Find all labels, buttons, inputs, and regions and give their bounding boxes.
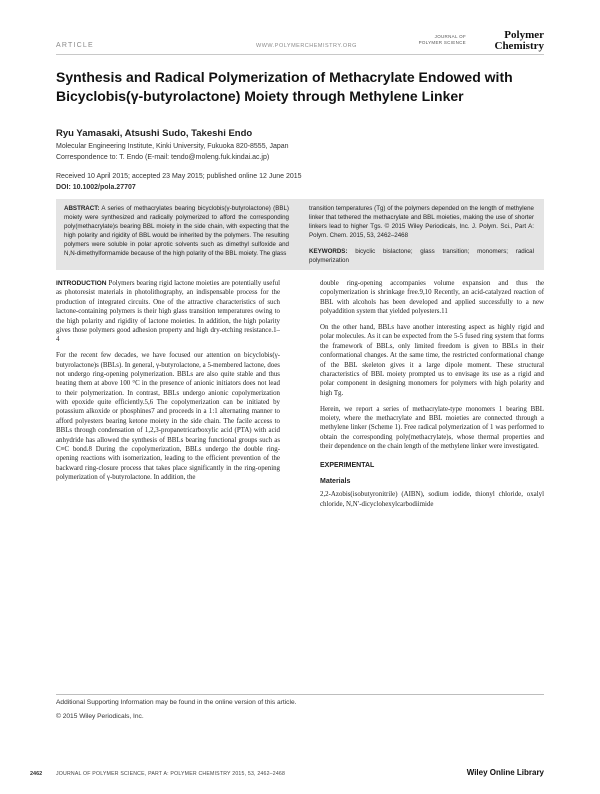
abstract-label: ABSTRACT:	[64, 205, 100, 212]
paragraph-4: On the other hand, BBLs have another interesting aspect as highly rigid and polar molecules. As it can be expected from the 5-5 fused ring system that forms the framework of BBLs, only limited freedom is given to BBLs in their conformational changes. At the same time, the restricted conformational change of the BBL skeleton gives it a large dipole moment. These structural characteristics of BBL moiety prompted us to envisage its use as a rigid and polar component in designing monomers for polymers with high polarity and high Tg.	[320, 324, 544, 397]
body-column-left	[56, 279, 280, 489]
paragraph-3: double ring-opening accompanies volume expansion and thus the copolymerization is shrinkage free.9,10 Recently, an acid-catalyzed reaction of BBL with alcohols has been developed and applied successfully to a new polyaddition system that yielded polyesters.11	[320, 280, 544, 316]
experimental-heading: EXPERIMENTAL	[320, 462, 375, 470]
abstract-column-left	[64, 205, 289, 258]
logo-small-line1: JOURNAL OF	[434, 34, 466, 39]
logo-small-text	[406, 34, 466, 46]
materials-heading: Materials	[320, 477, 351, 485]
paragraph-2: For the recent few decades, we have focused our attention on bicyclobis(γ-butyrolactone)s (BBLs). In general, γ-butyrolactone, a 5-membered lactone, does not undergo ring-opening polymerization. BBLs are also quite stable and thus heating them at above 100 °C in the presence of anionic initiators does not lead to their polymerization. In contrast, BBLs undergo anionic copolymerization with epoxide quite efficiently.5,6 The copolymerization can be initiated by potassium alkoxide or phosphines7 and proceeds in a 1:1 alternating manner to afford polyesters bearing ketone moiety in the side chain. The facile access to BBLs through condensation of 1,2,3-propanetricarboxylic acid (PTA) with acid anhydride has allowed the synthesis of BBLs bearing functional groups such as C≡C bond.8 During the copolymerization, BBLs undergo the double ring-opening reactions with isomerization, leading to the efficient prevention of the backward ring-closure process that takes place significantly in the ring-opening polymerization of γ-butyrolactone. In addition, the	[56, 352, 280, 481]
page-number: 2462	[30, 771, 43, 777]
copyright-note: © 2015 Wiley Periodicals, Inc.	[56, 713, 144, 720]
keywords	[309, 248, 534, 266]
running-footer: JOURNAL OF POLYMER SCIENCE, PART A: POLYMER CHEMISTRY 2015, 53, 2462–2468	[56, 771, 286, 777]
publication-history	[56, 172, 302, 193]
article-title: Synthesis and Radical Polymerization of Methacrylate Endowed with Bicyclobis(γ-butyrolactone) Moiety through Methylene Linker	[56, 69, 513, 104]
keywords-label: KEYWORDS:	[309, 247, 348, 255]
correspondence: Correspondence to: T. Endo (E-mail: tendo@moleng.fuk.kindai.ac.jp)	[56, 153, 270, 161]
doi-link[interactable]: DOI: 10.1002/pola.27707	[56, 183, 136, 191]
intro-heading: INTRODUCTION	[56, 280, 107, 287]
logo-big-line2: Chemistry	[494, 40, 544, 52]
logo-big-line1: Polymer	[504, 29, 544, 41]
journal-logo	[418, 29, 545, 52]
paragraph-5: Herein, we report a series of methacrylate-type monomers 1 bearing BBL moiety, where the methacrylate and BBL moieties are connected through a methylene linker (Scheme 1). Free radical polymerization of 1 was performed to obtain the corresponding poly(methacrylate)s, whose thermal properties and their dependence on the chain length of the methylene linker were investigated.	[320, 405, 544, 450]
affiliation: Molecular Engineering Institute, Kinki University, Fukuoka 820-8555, Japan	[56, 143, 289, 150]
supporting-info-note: Additional Supporting Information may be found in the online version of this article.	[56, 699, 297, 706]
journal-url[interactable]: WWW.POLYMERCHEMISTRY.ORG	[256, 43, 357, 49]
abstract-column-right	[309, 205, 534, 265]
section-label: ARTICLE	[56, 42, 94, 49]
abstract-text-2: transition temperatures (Tg) of the polymers depended on the length of methylene linker that tethered the methacrylate and BBL moieties, making the use of shorter linkers lead to higher Tgs. © 2015 Wiley Periodicals, Inc. J. Polym. Sci., Part A: Polym. Chem. 2015, 53, 2462–2468	[309, 205, 534, 239]
dates-line: Received 10 April 2015; accepted 23 May 2015; published online 12 June 2015	[56, 173, 302, 180]
paragraph-6: 2,2-Azobis(isobutyronitrile) (AIBN), sodium iodide, thionyl chloride, oxalyl chloride, N,N′-dicyclohexylcarbodiimide	[320, 491, 544, 508]
wiley-online-library-logo: Wiley Online Library	[466, 768, 544, 777]
author-list: Ryu Yamasaki, Atsushi Sudo, Takeshi Endo	[56, 128, 253, 139]
logo-small-line2: POLYMER SCIENCE	[418, 40, 466, 45]
body-column-right	[320, 279, 544, 515]
abstract-text-1: A series of methacrylates bearing bicyclobis(γ-butyrolactone) (BBL) moiety were synthesized and radically polymerized to afford the corresponding poly(methacrylate)s bearing BBL moiety in the side chain, with expecting that the high polarity and rigidity of BBL would be inherited by the polymers. The resulting polymers were soluble in polar aprotic solvents such as dimethyl sulfoxide and N,N-dimethylformamide because of the high polarity of the BBL moiety. The glass	[64, 205, 289, 257]
keywords-text: bicyclic bislactone; glass transition; monomers; radical polymerization	[309, 247, 534, 264]
header-divider	[56, 54, 544, 55]
footnote-divider	[56, 694, 544, 695]
paragraph-1: Polymers bearing rigid lactone moieties are potentially useful as photoresist materials in photolithography, an indispensable process for the production of integrated circuits. One of the attractive characteristics of such lactone-containing polymers is their high glass transition temperatures owing to the high polarity and rigidity of lactone moieties. In addition, the high polarity gives those polymers good adhesion property and high dry-etching resistance.1–4	[56, 280, 280, 344]
affiliation-block	[56, 142, 289, 163]
intro-paragraph	[56, 279, 280, 345]
